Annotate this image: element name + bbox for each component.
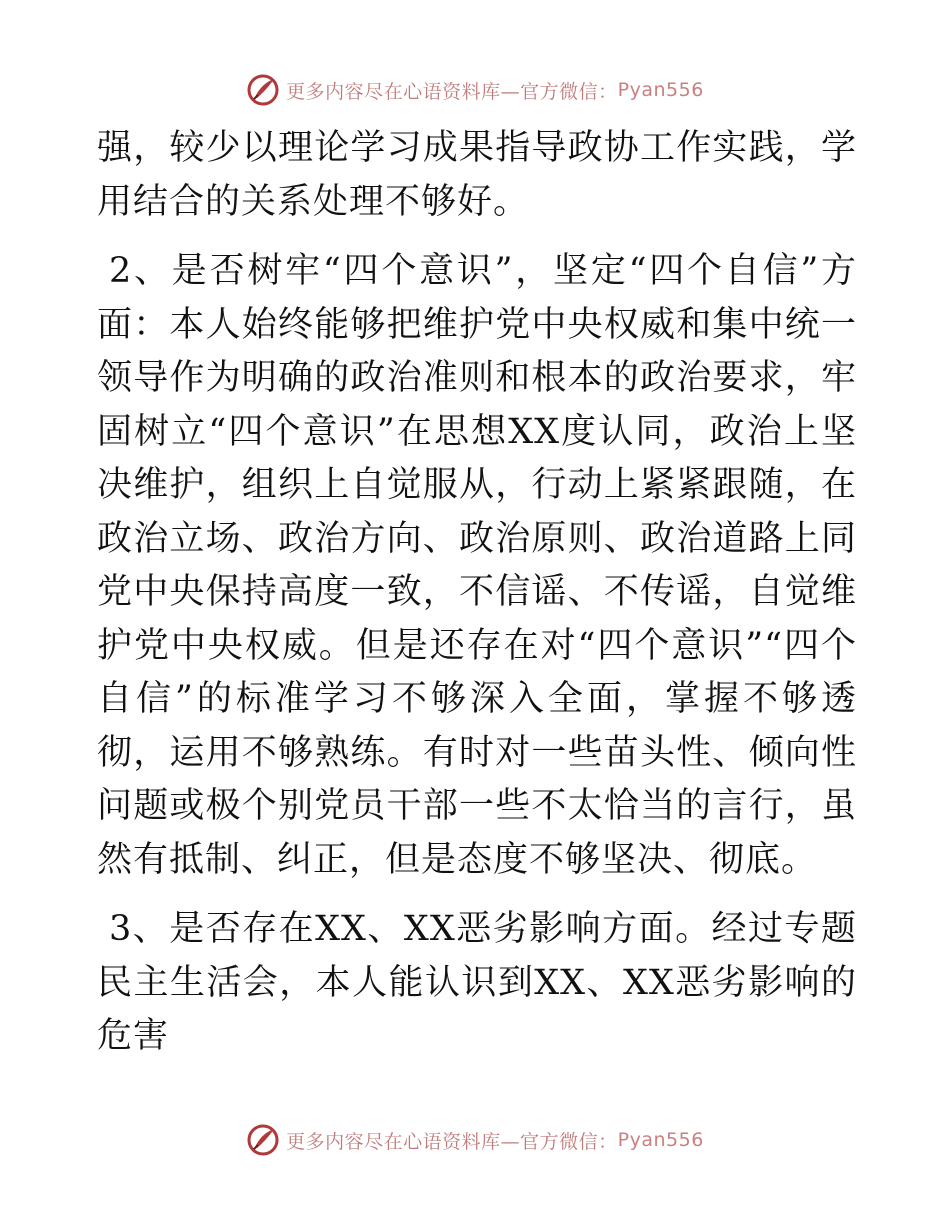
paragraph-2: 2、是否树牢“四个意识”，坚定“四个自信”方面：本人始终能够把维护党中央权威和集中统一领导作为明确的政治准则和根本的政治要求，牢固树立“四个意识”在思想XX度认同，政治上坚决维护，组织上自觉服从，行动上紧紧跟随，在政治立场、政治方向、政治原则、政治道路上同党中央保持高度一致，不信谣、不传谣，自觉维护党中央权威。但是还存在对“四个意识”“四个自信”的标准学习不够深入全面，掌握不够透彻，运用不够熟练。有时对一些苗头性、倾向性问题或极个别党员干部一些不太恰当的言行，虽然有抵制、纠正，但是态度不够坚决、彻底。 xyxy=(97,251,857,880)
paragraph-1: 强，较少以理论学习成果指导政协工作实践，学用结合的关系处理不够好。 xyxy=(97,128,857,222)
quill-logo-icon xyxy=(246,73,280,107)
watermark-wechat-id: Pyan556 xyxy=(617,1129,704,1151)
paragraph-3: 3、是否存在XX、XX恶劣影响方面。经过专题民主生活会，本人能认识到XX、XX恶劣影响的危害 xyxy=(97,909,857,1056)
watermark-wechat-id: Pyan556 xyxy=(617,79,704,101)
header-watermark xyxy=(0,70,950,110)
watermark-text: 更多内容尽在心语资料库—官方微信： xyxy=(286,80,618,103)
watermark-text: 更多内容尽在心语资料库—官方微信： xyxy=(286,1130,618,1153)
quill-logo-icon xyxy=(246,1123,280,1157)
document-body xyxy=(97,122,857,1064)
footer-watermark xyxy=(0,1120,950,1160)
